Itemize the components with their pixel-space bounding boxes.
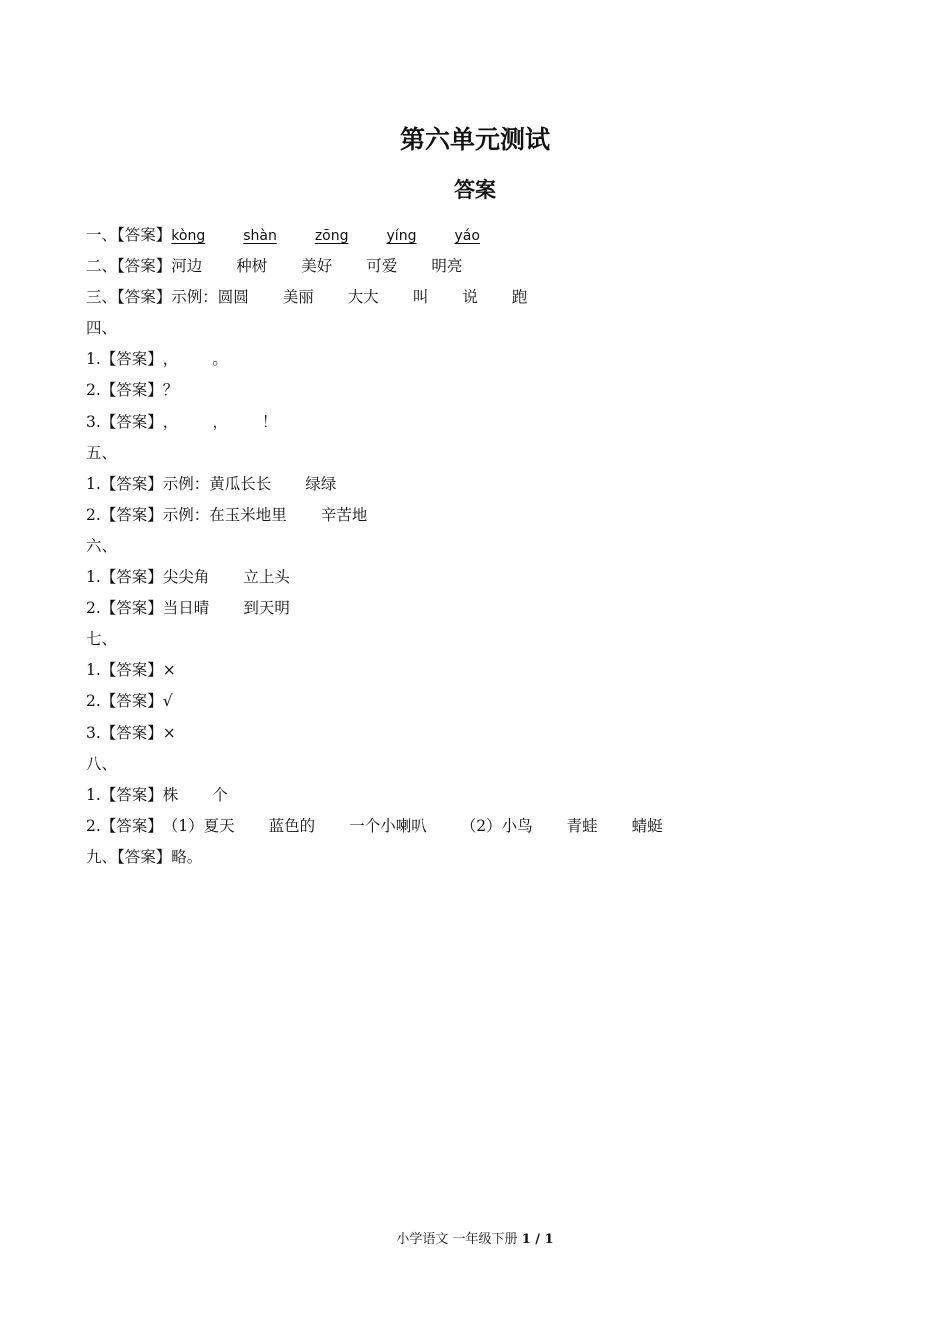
answer-item: 蓝色的 [268,816,316,835]
answer-line [86,282,886,313]
answer-item: （1）夏天 [162,816,235,835]
answer-prefix: 九、【答案】 [86,847,172,866]
answer-prefix: 1.【答案】 [86,785,163,804]
answer-line [86,375,886,406]
answer-item: 辛苦地 [320,505,368,524]
answer-line [86,718,886,749]
answer-item: 种树 [236,257,268,276]
answer-line [86,749,886,780]
pinyin-answer: zōng [314,228,349,244]
answer-item: 叫 [412,288,429,307]
answer-line [86,780,886,811]
answer-prefix: 1.【答案】 [86,350,163,369]
answer-prefix: 3.【答案】 [86,412,163,431]
answer-item: 个 [212,785,228,804]
answer-item: √ [162,692,173,711]
answer-item: ！ [261,412,278,431]
answer-item: （2）小鸟 [460,816,533,835]
page-title: 第六单元测试 [399,125,550,154]
answer-item: 。 [212,350,228,369]
answer-prefix: 一、【答案】 [86,226,172,244]
answer-item: × [162,723,176,742]
answer-prefix: 五、 [86,443,118,462]
answer-line [86,500,886,531]
answer-prefix: 2.【答案】 [86,816,163,835]
pinyin-answer: kòng [171,228,206,244]
answer-line [86,655,886,686]
answer-item: ， [162,412,179,431]
answer-item: × [162,661,176,680]
answer-list [86,220,886,873]
answer-line [86,593,886,624]
answer-prefix: 七、 [86,630,118,649]
answer-prefix: 1.【答案】 [86,568,163,587]
answer-line [86,842,886,873]
answer-item: 美好 [301,257,333,276]
answer-item: 明亮 [431,257,463,276]
answer-line [86,313,886,344]
answer-item: 青蛙 [566,816,598,835]
answer-item: 跑 [511,288,528,307]
answer-prefix: 2.【答案】 [86,505,163,524]
answer-item: 当日晴 [162,599,210,618]
answer-prefix: 1.【答案】 [86,474,163,493]
answer-item: 示例：圆圆 [171,288,249,307]
answer-prefix: 八、 [86,754,118,773]
answer-line [86,220,886,251]
answer-item: 蜻蜓 [631,816,663,835]
answer-item: 到天明 [243,599,290,618]
answer-prefix: 1.【答案】 [86,661,163,680]
answer-item: 略。 [171,847,203,866]
answer-line [86,686,886,717]
answer-item: 示例：黄瓜长长 [162,474,272,493]
answer-item: 一个小喇叭 [349,816,427,835]
answer-prefix: 六、 [86,536,118,555]
answer-item: 可爱 [366,257,398,276]
answer-line [86,438,886,469]
answer-item: ？ [162,381,179,400]
pinyin-answer: shàn [243,228,277,244]
answer-prefix: 3.【答案】 [86,723,163,742]
answer-item: 株 [162,785,179,804]
answer-item: 河边 [171,257,203,276]
answer-item: ， [212,412,228,431]
answer-prefix: 二、【答案】 [86,257,172,276]
answer-prefix: 2.【答案】 [86,381,163,400]
page-subtitle: 答案 [454,178,496,202]
answer-item: ， [162,350,179,369]
answer-item: 美丽 [282,288,314,307]
answer-item: 说 [462,288,478,307]
answer-item: 示例：在玉米地里 [162,505,287,524]
footer-page-number: 1 / 1 [521,1232,554,1247]
answer-item: 大大 [347,288,379,307]
pinyin-answer: yáo [454,228,480,244]
answer-line [86,407,886,438]
answer-line [86,811,886,842]
answer-line [86,562,886,593]
answer-prefix: 2.【答案】 [86,599,163,618]
answer-line [86,624,886,655]
answer-prefix: 三、【答案】 [86,288,172,307]
answer-item: 绿绿 [305,474,337,493]
answer-item: 尖尖角 [162,568,210,587]
answer-line [86,251,886,282]
answer-prefix: 四、 [86,319,118,338]
pinyin-answer: yíng [386,228,417,244]
answer-item: 立上头 [243,568,290,587]
answer-line [86,531,886,562]
footer-text: 小学语文 一年级下册 [396,1232,518,1247]
page-footer [0,1228,950,1247]
answer-prefix: 2.【答案】 [86,692,163,711]
answer-line [86,469,886,500]
answer-line [86,344,886,375]
